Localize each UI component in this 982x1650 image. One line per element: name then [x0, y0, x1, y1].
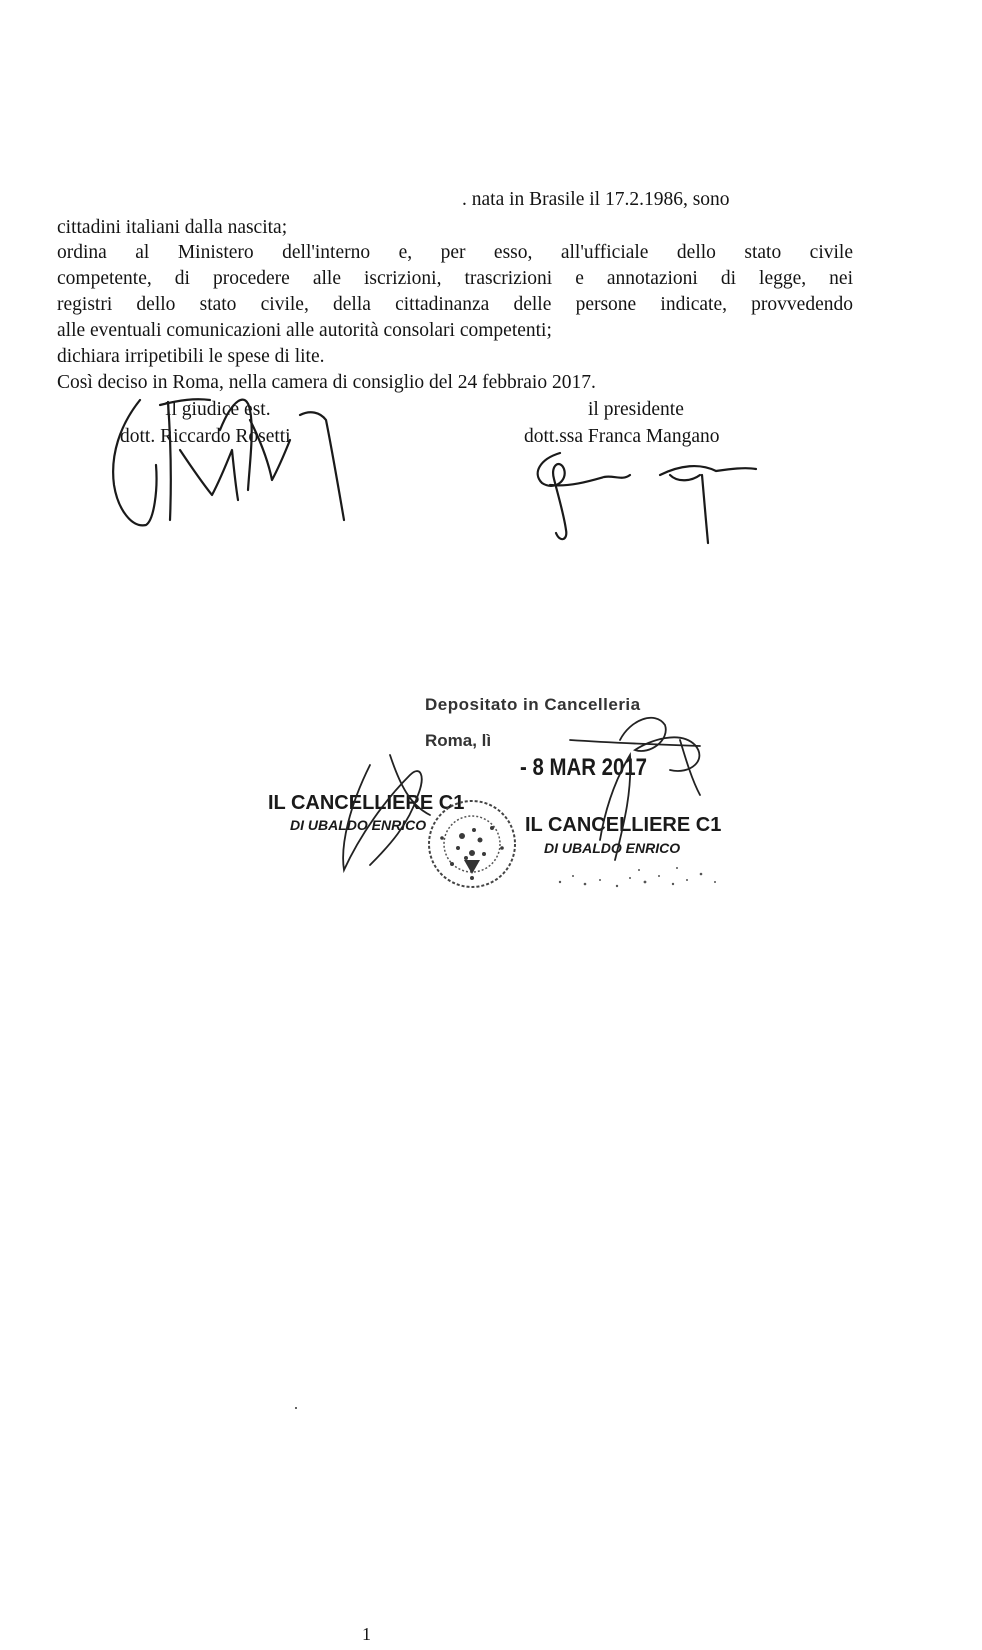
text-line-3: ordina al Ministero dell'interno e, per esso, all'ufficiale dello stato civile — [57, 242, 853, 263]
chancellor-signature-left — [330, 745, 460, 875]
page-number: 1 — [362, 1624, 371, 1644]
left-chancellor-title: IL CANCELLIERE C1 — [268, 792, 465, 814]
text-line-2: cittadini italiani dalla nascita; — [57, 217, 288, 238]
deposit-stamp-date: - 8 MAR 2017 — [520, 754, 647, 781]
president-title: il presidente — [588, 399, 684, 420]
president-signature — [520, 445, 780, 555]
deposit-stamp-place: Roma, lì — [425, 731, 492, 750]
text-line-6: alle eventuali comunicazioni alle autorità consolari competenti; — [57, 320, 552, 341]
text-line-1: . nata in Brasile il 17.2.1986, sono — [462, 189, 730, 210]
text-line-8: Così deciso in Roma, nella camera di consiglio del 24 febbraio 2017. — [57, 372, 596, 393]
deposit-stamp-header: Depositato in Cancelleria — [425, 695, 641, 714]
judge-signature — [100, 370, 360, 540]
judge-name: dott. Riccardo Rosetti — [120, 426, 291, 447]
scan-dot — [295, 1407, 297, 1409]
president-name: dott.ssa Franca Mangano — [524, 426, 720, 447]
judge-title: Il giudice est. — [165, 399, 271, 420]
stamp-ink-speckles — [555, 862, 725, 892]
right-chancellor-name: DI UBALDO ENRICO — [544, 840, 681, 856]
text-line-7: dichiara irripetibili le spese di lite. — [57, 346, 325, 367]
left-chancellor-name: DI UBALDO ENRICO — [290, 817, 427, 833]
text-line-4: competente, di procedere alle iscrizioni, trascrizioni e annotazioni di legge, nei — [57, 268, 853, 289]
text-line-5: registri dello stato civile, della cittadinanza delle persone indicate, provvedendo — [57, 294, 853, 315]
chancellor-signature-right — [560, 700, 730, 870]
right-chancellor-title: IL CANCELLIERE C1 — [525, 814, 722, 836]
